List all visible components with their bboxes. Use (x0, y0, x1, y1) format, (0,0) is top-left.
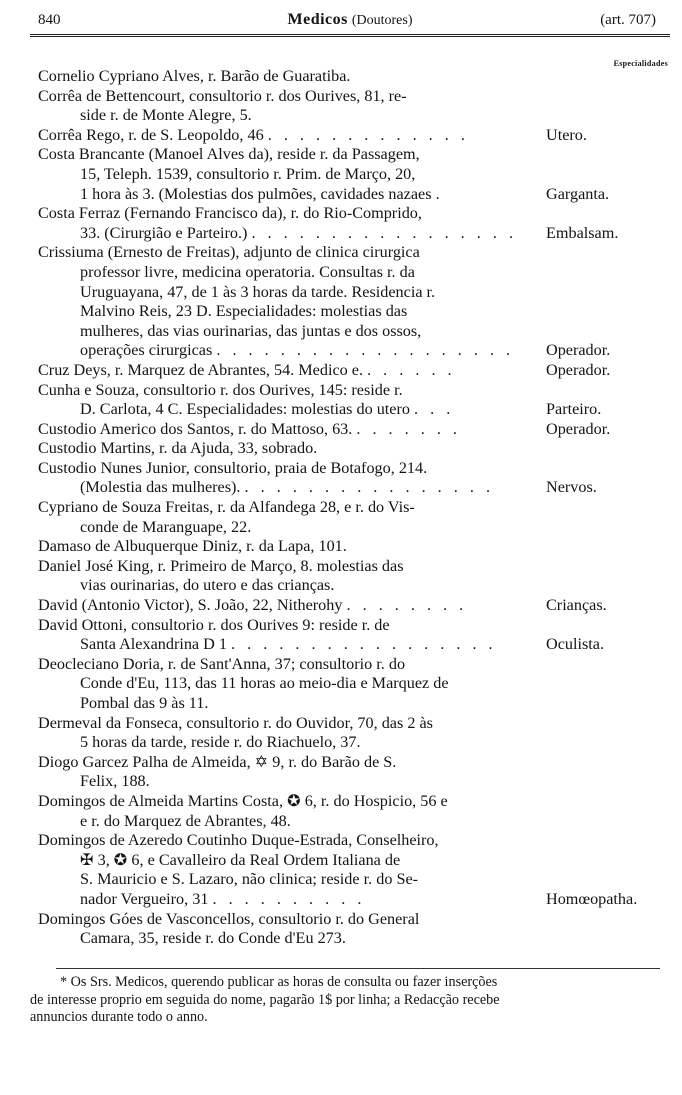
page-number: 840 (38, 12, 61, 28)
entry-text (38, 792, 538, 831)
entry-specialty: Oculista. (546, 635, 604, 654)
directory-entry (38, 910, 658, 949)
entry-line-text: mulheres, das vias ourinarias, das juntas e dos ossos, (80, 321, 422, 340)
entry-line-text: Custodio Americo dos Santos, r. do Mattoso, 63. (38, 419, 353, 438)
entry-continuation-line (38, 772, 538, 792)
footnote-line-text: de interesse proprio em seguida do nome, pagarão 1$ por linha; a Redacção recebe (30, 991, 500, 1008)
entry-name-line (38, 420, 538, 440)
entry-line-text: e r. do Marquez de Abrantes, 48. (80, 811, 291, 830)
entry-line-text: Diogo Garcez Palha de Almeida, ✡ 9, r. do Barão de S. (38, 752, 397, 771)
entry-text (38, 714, 538, 753)
entry-name-line (38, 459, 538, 479)
entry-line-text: (Molestia das mulheres). (80, 478, 241, 497)
entry-continuation-line (38, 870, 538, 890)
section-title-main: Medicos (287, 11, 348, 28)
entry-line-text: operações cirurgicas (80, 341, 213, 360)
entry-name-line (38, 498, 538, 518)
entry-specialty (538, 772, 658, 792)
dot-leaders: . . . . . . (367, 360, 456, 379)
specialties-column-heading: Especialidades (613, 59, 668, 68)
dot-leaders: . . . . . . . . . . . . . (267, 125, 469, 144)
entry-continuation-line (38, 400, 538, 420)
entry-text (38, 910, 538, 949)
directory-entry (38, 753, 658, 792)
directory-entry (38, 498, 658, 537)
entry-line-text: Domingos Góes de Vasconcellos, consultorio r. do General (38, 909, 420, 928)
directory-entry (38, 596, 658, 616)
dot-leaders: . . . . . . . (356, 419, 461, 438)
entry-name-line (38, 557, 538, 577)
entry-specialty (538, 106, 658, 126)
entry-line-text: 15, Teleph. 1539, consultorio r. Prim. de Março, 20, (80, 164, 416, 183)
directory-entry (38, 67, 658, 87)
entry-text (38, 145, 538, 204)
entry-name-line (38, 439, 538, 459)
entry-specialty (538, 733, 658, 753)
entry-continuation-line (38, 302, 538, 322)
article-reference: (art. 707) (600, 12, 656, 28)
entry-name-line (38, 87, 538, 107)
page-header (30, 10, 670, 37)
entry-continuation-line (38, 694, 538, 714)
dot-leaders: . . . . . . . . . . . . . . . . (244, 478, 494, 497)
directory-entry (38, 459, 658, 498)
entry-line-text: 5 horas da tarde, reside r. do Riachuelo, 37. (80, 733, 361, 752)
entry-specialty: Crianças. (546, 596, 607, 615)
entry-line-text: Costa Ferraz (Fernando Francisco da), r. do Rio-Comprido, (38, 204, 422, 223)
entry-line-text: Corrêa de Bettencourt, consultorio r. dos Ourives, 81, re- (38, 86, 407, 105)
entry-specialty: Operador. (546, 360, 611, 379)
entry-line-text: vias ourinarias, do utero e das crianças. (80, 576, 335, 595)
section-title (30, 11, 670, 29)
directory-entry (38, 204, 658, 243)
entry-text (38, 498, 538, 537)
directory-entry (38, 381, 658, 420)
entry-continuation-line (38, 478, 538, 498)
directory-entry (38, 361, 658, 381)
directory-entry (38, 616, 658, 655)
entry-line-text: Malvino Reis, 23 D. Especialidades: molestias das (80, 302, 408, 321)
entry-name-line (38, 126, 538, 146)
directory-entry (38, 714, 658, 753)
entry-line-text: Cruz Deys, r. Marquez de Abrantes, 54. Medico e. (38, 360, 364, 379)
entry-continuation-line (38, 106, 538, 126)
entry-name-line (38, 616, 538, 636)
entry-line-text: 1 hora às 3. (Molestias dos pulmões, cavidades nazaes (80, 184, 432, 203)
entry-line-text: Custodio Nunes Junior, consultorio, praia de Botafogo, 214. (38, 458, 428, 477)
entry-specialty (538, 929, 658, 949)
entry-text (38, 204, 538, 243)
directory-entry (38, 655, 658, 714)
entry-line-text: side r. de Monte Alegre, 5. (80, 106, 252, 125)
entry-line-text: Cunha e Souza, consultorio r. dos Ourives, 145: reside r. (38, 380, 403, 399)
entry-text (38, 381, 538, 420)
entry-line-text: professor livre, medicina operatoria. Consultas r. da (80, 262, 415, 281)
entry-line-text: David Ottoni, consultorio r. dos Ourives 9: reside r. de (38, 615, 390, 634)
entry-continuation-line (38, 812, 538, 832)
entry-line-text: Corrêa Rego, r. de S. Leopoldo, 46 (38, 125, 264, 144)
entry-name-line (38, 361, 538, 381)
footnote-line-text: annuncios durante todo o anno. (30, 1009, 208, 1025)
entry-text (38, 557, 538, 596)
directory-entry (38, 557, 658, 596)
entry-text (38, 459, 538, 498)
entry-continuation-line (38, 635, 538, 655)
entry-text (38, 831, 538, 909)
entry-continuation-line (38, 929, 538, 949)
entry-text (38, 616, 538, 655)
entry-line-text: S. Mauricio e S. Lazaro, não clinica; reside r. do Se- (80, 870, 419, 889)
entry-line-text: conde de Maranguape, 22. (80, 517, 252, 536)
directory-entry (38, 420, 658, 440)
entry-line-text: Uruguayana, 47, de 1 às 3 horas da tarde. Residencia r. (80, 282, 436, 301)
entry-specialty: Embalsam. (546, 223, 619, 242)
footnote-line (30, 1009, 660, 1027)
dot-leaders: . . . . . . . . . . (212, 889, 366, 908)
entry-name-line (38, 753, 538, 773)
directory-entry (38, 439, 658, 459)
dot-leaders: . . . . . . . . . . . . . . . . . . . (216, 341, 515, 360)
entry-line-text: Dermeval da Fonseca, consultorio r. do Ouvidor, 70, das 2 às (38, 713, 433, 732)
entry-line-text: 33. (Cirurgião e Parteiro.) (80, 223, 248, 242)
entry-line-text: Domingos de Almeida Martins Costa, ✪ 6, r. do Hospicio, 56 e (38, 791, 448, 810)
entry-name-line (38, 910, 538, 930)
entry-text (38, 439, 538, 459)
directory-entry (38, 831, 658, 909)
dot-leaders: . . . (414, 400, 455, 419)
entry-name-line (38, 145, 538, 165)
entry-text (38, 361, 538, 381)
entry-text (38, 420, 538, 440)
directory-entry (38, 792, 658, 831)
entry-specialty (538, 694, 658, 714)
entry-line-text: Felix, 188. (80, 772, 150, 791)
entry-name-line (38, 596, 538, 616)
entry-specialty (538, 537, 658, 557)
entry-line-text: Conde d'Eu, 113, das 11 horas ao meio-dia e Marquez de (80, 674, 449, 693)
entry-specialty (538, 439, 658, 459)
footnote (30, 974, 660, 1027)
entry-line-text: Cornelio Cypriano Alves, r. Barão de Guaratiba. (38, 67, 351, 85)
entry-name-line (38, 243, 538, 263)
entry-name-line (38, 792, 538, 812)
dot-leaders: . . . . . . . . (346, 596, 468, 615)
entry-specialty: Operador. (546, 419, 611, 438)
entry-line-text: Damaso de Albuquerque Diniz, r. da Lapa, 101. (38, 537, 347, 556)
entry-name-line (38, 831, 538, 851)
entry-continuation-line (38, 165, 538, 185)
entry-text (38, 537, 538, 557)
entry-specialty: Nervos. (546, 478, 597, 497)
entry-specialty: Garganta. (546, 184, 610, 203)
entry-continuation-line (38, 224, 538, 244)
entry-specialty (538, 518, 658, 538)
entry-line-text: Custodio Martins, r. da Ajuda, 33, sobrado. (38, 439, 318, 458)
entry-text (38, 243, 538, 361)
entry-line-text: Crissiuma (Ernesto de Freitas), adjunto de clinica cirurgica (38, 243, 420, 262)
footnote-line-text: * Os Srs. Medicos, querendo publicar as horas de consulta ou fazer inserções (60, 974, 498, 990)
entry-line-text: Pombal das 9 às 11. (80, 694, 209, 712)
directory-entry (38, 145, 658, 204)
footnote-line (30, 992, 660, 1010)
entry-continuation-line (38, 674, 538, 694)
entry-specialty: Operador. (546, 341, 611, 360)
entry-continuation-line (38, 322, 538, 342)
entry-name-line (38, 537, 538, 557)
entry-text (38, 753, 538, 792)
directory-entry (38, 243, 658, 361)
entry-line-text: David (Antonio Victor), S. João, 22, Nitherohy (38, 596, 343, 615)
entry-continuation-line (38, 890, 538, 910)
entry-text (38, 67, 538, 87)
entry-continuation-line (38, 518, 538, 538)
entry-specialty (538, 812, 658, 832)
entry-line-text: Daniel José King, r. Primeiro de Março, 8. molestias das (38, 556, 404, 575)
entry-specialty: Utero. (546, 125, 587, 144)
entry-line-text: Santa Alexandrina D 1 (80, 635, 227, 654)
footnote-line (30, 974, 660, 992)
entry-text (38, 655, 538, 714)
entry-name-line (38, 204, 538, 224)
entry-continuation-line (38, 283, 538, 303)
entry-name-line (38, 67, 538, 87)
entry-name-line (38, 655, 538, 675)
directory-entry (38, 87, 658, 126)
entry-line-text: Camara, 35, reside r. do Conde d'Eu 273. (80, 929, 346, 948)
entry-line-text: ✠ 3, ✪ 6, e Cavalleiro da Real Ordem Italiana de (80, 850, 401, 869)
entry-line-text: Cypriano de Souza Freitas, r. da Alfandega 28, e r. do Vis- (38, 498, 415, 517)
entry-line-text: Deocleciano Doria, r. de Sant'Anna, 37; consultorio r. do (38, 654, 406, 673)
entry-text (38, 87, 538, 126)
dot-leaders: . (435, 184, 444, 203)
entry-text (38, 126, 538, 146)
entry-continuation-line (38, 576, 538, 596)
dot-leaders: . . . . . . . . . . . . . . . . . (251, 223, 517, 242)
entry-continuation-line (38, 341, 538, 361)
entry-continuation-line (38, 263, 538, 283)
directory-entries (38, 67, 658, 949)
entry-continuation-line (38, 185, 538, 205)
entry-line-text: Costa Brancante (Manoel Alves da), reside r. da Passagem, (38, 145, 420, 164)
directory-entry (38, 537, 658, 557)
entry-continuation-line (38, 733, 538, 753)
entry-specialty: Parteiro. (546, 400, 602, 419)
dot-leaders: . . . . . . . . . . . . . . . . . (231, 635, 497, 654)
section-title-sub: (Doutores) (351, 13, 413, 28)
directory-entry (38, 126, 658, 146)
entry-line-text: D. Carlota, 4 C. Especialidades: molestias do utero (80, 400, 410, 419)
entry-specialty (538, 576, 658, 596)
entry-line-text: nador Vergueiro, 31 (80, 889, 209, 908)
entry-continuation-line (38, 851, 538, 871)
entry-text (38, 596, 538, 616)
entry-specialty (538, 67, 658, 87)
entry-line-text: Domingos de Azeredo Coutinho Duque-Estrada, Conselheiro, (38, 831, 439, 850)
entry-specialty: Homœopatha. (546, 889, 638, 908)
entry-name-line (38, 714, 538, 734)
footnote-divider (56, 968, 660, 969)
entry-name-line (38, 381, 538, 401)
